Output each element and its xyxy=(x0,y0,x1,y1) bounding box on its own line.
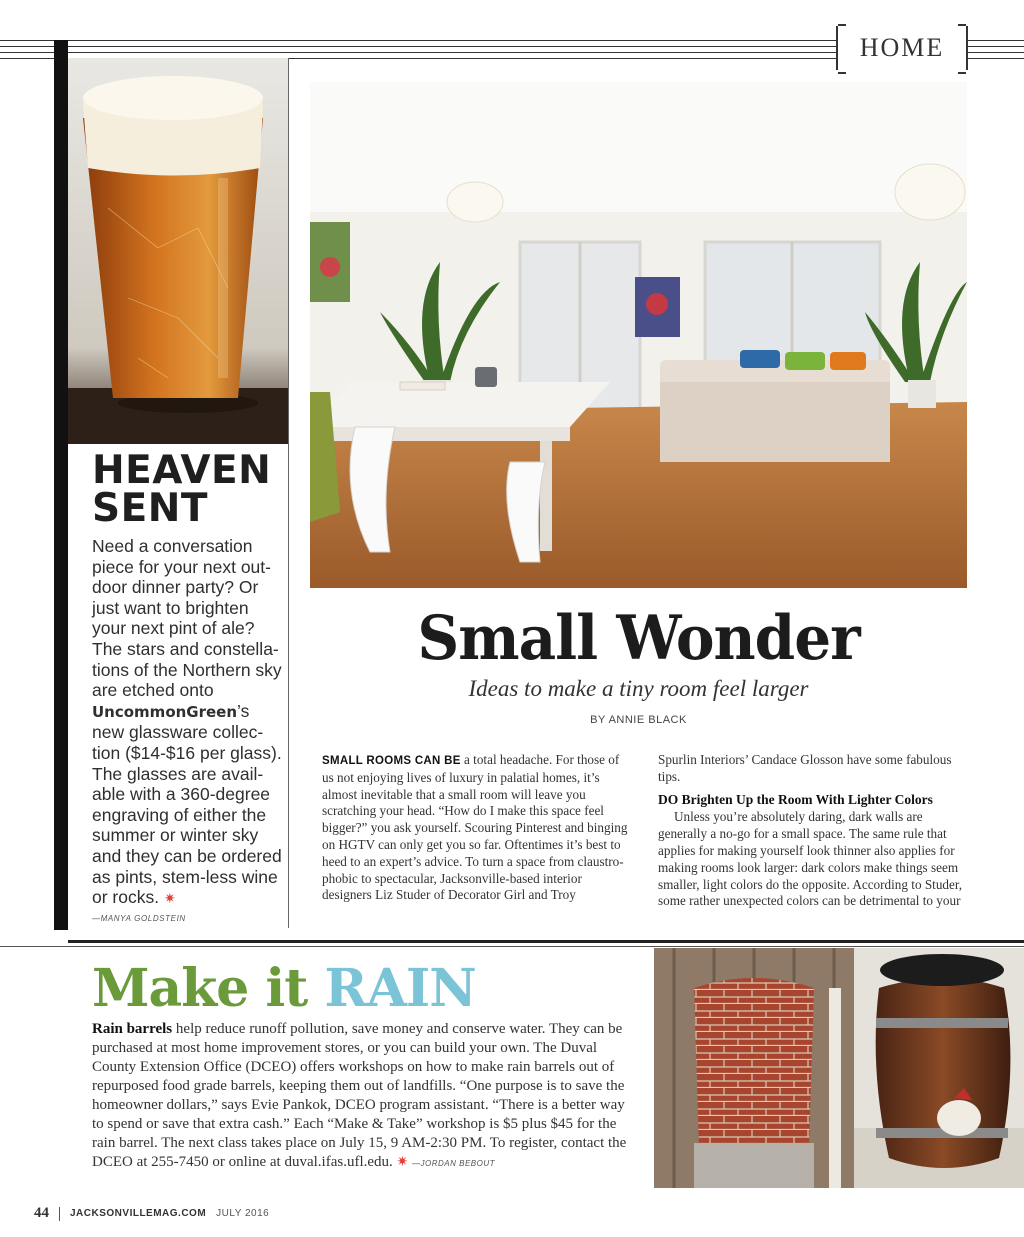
rain-barrels-photo xyxy=(654,948,1024,1188)
article-lead-in: SMALL ROOMS CAN BE xyxy=(322,755,461,767)
article-col2-body: Unless you’re absolutely daring, dark walls are generally a no-go for a small space. The same rule that applies for making yourself look thinner also applies for making rooms look larger: dark colors make things seem smaller, light colors do the opposite. According to Studer, some rather unexpected colors can be detrimental to your xyxy=(658,809,963,909)
section-divider xyxy=(68,940,1024,943)
article-title: Small Wonder xyxy=(417,602,860,674)
sidebar-title-line1: HEAVEN xyxy=(92,448,272,493)
article-subtitle: Ideas to make a tiny room feel larger xyxy=(468,676,809,701)
rain-lead: Rain barrels xyxy=(92,1021,173,1037)
sidebar-title-line2: SENT xyxy=(92,486,208,531)
rain-body-text: help reduce runoff pollution, save money and conserve water. They can be purchased at most home improvement stores, or you can build your own. The Duval County Extension Office (DCEO) offers workshops on how to make rain barrels out of repurposed food grade barrels, keeping them out of landfills. “One purpose is to save the homeowner dollars,” says Evie Pankok, DCEO program assistant. “There is a better way to spend or save that extra cash.” Each “Make & Take” workshop is $5 plus $45 for the rain barrel. The next class takes place on July 15, 9 AM-2:30 PM. To register, contact the DCEO at 255-7450 or online at duval.ifas.ufl.edu. xyxy=(92,1021,627,1170)
section-label: HOME xyxy=(836,26,968,70)
footer-date: JULY 2016 xyxy=(216,1208,270,1219)
sidebar-body-text: Need a conversation piece for your next out-door dinner party? Or just want to brighten your next pint of ale? The stars and constella-tions of the Northern sky are etched onto xyxy=(92,536,282,701)
end-mark-icon: ✷ xyxy=(396,1155,409,1170)
rain-title-part1: Make it xyxy=(92,958,325,1019)
article-col2-intro: Spurlin Interiors’ Candace Glosson have some fabulous tips. xyxy=(658,752,952,784)
sidebar-credit: —MANYA GOLDSTEIN xyxy=(92,914,186,923)
rain-section-title xyxy=(92,958,476,1019)
article-subhead: DO Brighten Up the Room With Lighter Colors xyxy=(658,791,933,807)
beer-glass-photo xyxy=(68,58,288,444)
brand-name: UncommonGreen xyxy=(92,702,238,721)
rain-section-body xyxy=(92,1020,640,1173)
article-byline: BY ANNIE BLACK xyxy=(590,714,687,726)
end-mark-icon: ✷ xyxy=(163,890,176,907)
page-number: 44 xyxy=(34,1205,49,1221)
rain-credit: —JORDAN BEBOUT xyxy=(412,1159,496,1168)
living-room-photo xyxy=(310,82,967,588)
sidebar-body xyxy=(92,536,286,909)
article-column-2 xyxy=(658,752,968,910)
article-col1-text: a total headache. For those of us not enjoying lives of luxury in palatial homes, it’s almost inevitable that a small room will leave you scratching your head. “How do I make this space feel bigger?” you ask yourself. Scouring Pinterest and binging on HGTV can only get you so far. Oftentimes it’s best to heed to an expert’s advice. To turn a space from claustro-phobic to spectacular, Jacksonville-based interior designers Liz Studer of Decorator Girl and Troy xyxy=(322,752,628,903)
footer-separator xyxy=(59,1207,60,1221)
rain-title-part2: RAIN xyxy=(324,958,476,1019)
article-column-1 xyxy=(322,752,632,904)
footer-site: JACKSONVILLEMAG.COM xyxy=(70,1208,207,1219)
sidebar-title xyxy=(92,448,282,531)
page-footer xyxy=(34,1205,269,1222)
sidebar-body-text-end: ’s new glassware collec-tion ($14-$16 per glass). The glasses are avail-able with a 360-degree engraving of either the summer or winter sky and they can be ordered as pints, stem-less wine or rocks. xyxy=(92,700,282,908)
left-accent-bar xyxy=(54,40,68,930)
section-divider-thin xyxy=(0,946,1024,947)
column-divider xyxy=(288,58,289,928)
